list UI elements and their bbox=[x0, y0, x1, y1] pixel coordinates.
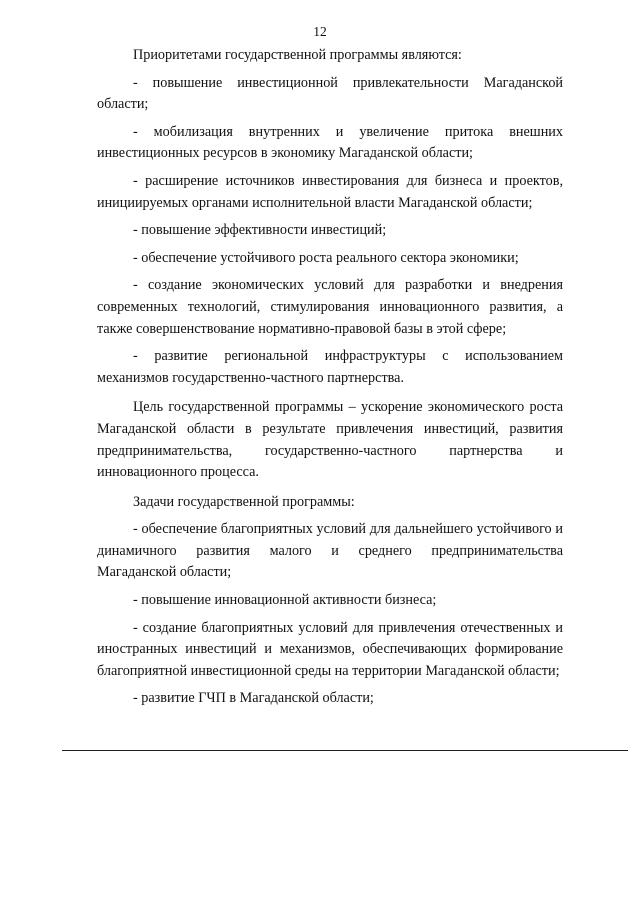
priority-item: - создание экономических условий для разработки и внедрения современных технологий, стимулирования инновационного развития, а также совершенствование нормативно-правовой базы в этой сфере; bbox=[97, 277, 563, 337]
priority-item: - повышение инвестиционной привлекательности Магаданской области; bbox=[97, 74, 563, 113]
tasks-heading: Задачи государственной программы: bbox=[133, 493, 355, 510]
task-item: - создание благоприятных условий для привлечения отечественных и иностранных инвестиций и механизмов, обеспечивающих формирование благоприятной инвестиционной среды на территории Магаданской области; bbox=[97, 619, 563, 679]
task-item: - повышение инновационной активности бизнеса; bbox=[133, 592, 437, 609]
task-item: - развитие ГЧП в Магаданской области; bbox=[133, 690, 374, 707]
task-item: - обеспечение благоприятных условий для дальнейшего устойчивого и динамичного развития малого и среднего предпринимательства Магаданской области; bbox=[97, 521, 563, 581]
document-body bbox=[97, 45, 563, 710]
goal-paragraph: Цель государственной программы – ускорение экономического роста Магаданской области в результате привлечения инвестиций, развития предпринимательства, государственно-частного партнерства и инновационного процесса. bbox=[97, 399, 563, 481]
priority-item: - обеспечение устойчивого роста реального сектора экономики; bbox=[133, 249, 519, 266]
priority-item: - повышение эффективности инвестиций; bbox=[133, 222, 387, 239]
page-number: 12 bbox=[313, 24, 327, 39]
priority-item: - развитие региональной инфраструктуры с использованием механизмов государственно-частного партнерства. bbox=[97, 348, 563, 386]
priority-item: - расширение источников инвестирования для бизнеса и проектов, инициируемых органами исполнительной власти Магаданской области; bbox=[97, 172, 563, 211]
priority-item: - мобилизация внутренних и увеличение притока внешних инвестиционных ресурсов в экономику Магаданской области; bbox=[97, 123, 563, 162]
priorities-heading: Приоритетами государственной программы являются: bbox=[133, 47, 462, 63]
footer-divider bbox=[62, 750, 628, 751]
